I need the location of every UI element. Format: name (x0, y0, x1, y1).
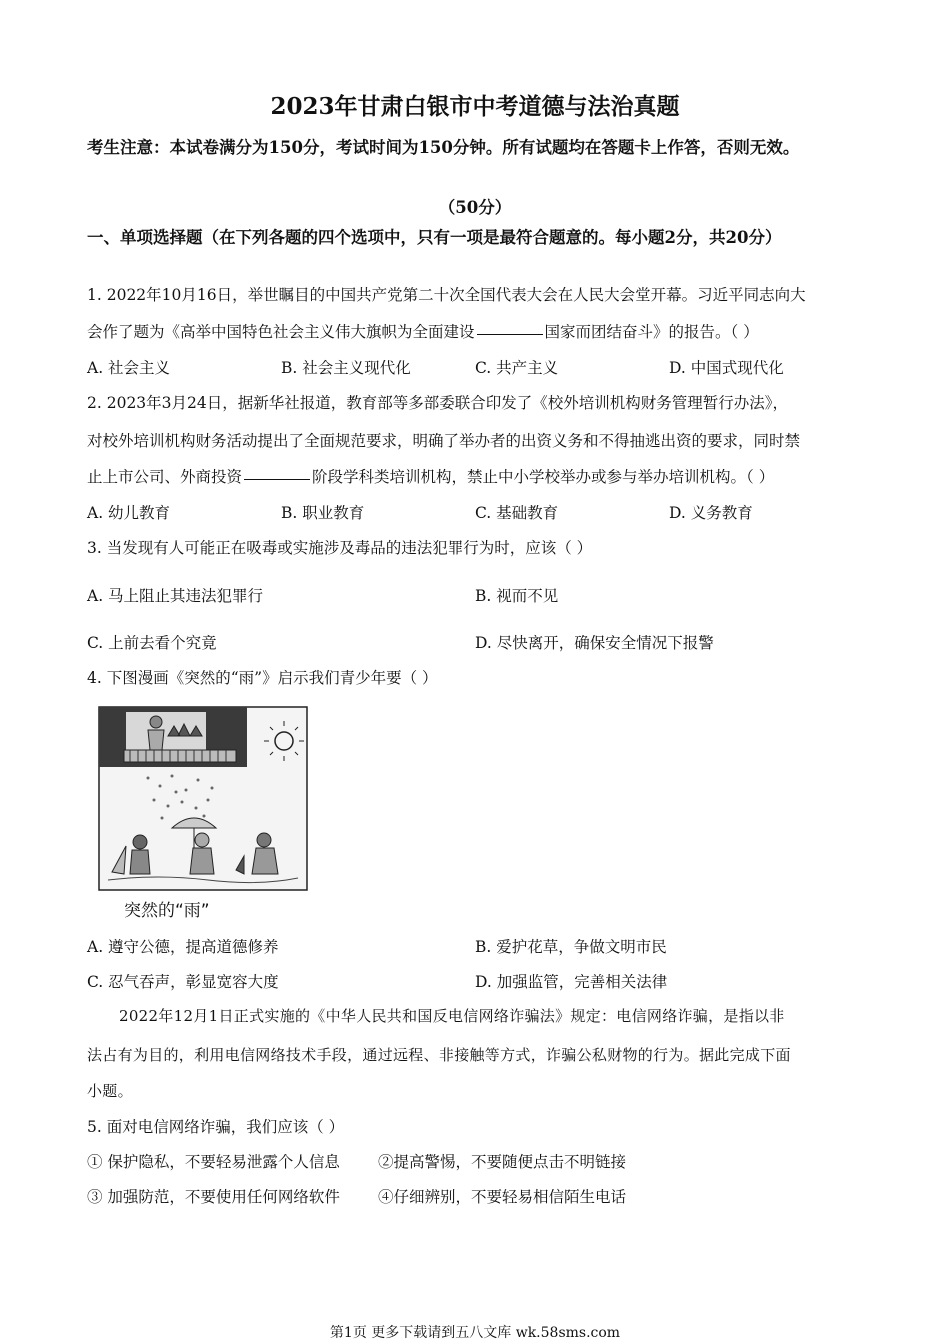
q1-stem-line2: 会作了题为《高举中国特色社会主义伟大旗帜为全面建设 国家而团结奋斗》的报告。（ ） (87, 323, 759, 341)
q4-option-a: A. 遵守公德，提高道德修养 (87, 938, 279, 956)
q2-option-a: A. 幼儿教育 (87, 504, 171, 522)
q5-item-2: ②提高警惕，不要随便点击不明链接 (378, 1153, 627, 1171)
q4-option-c: C. 忍气吞声，彰显宽容大度 (87, 973, 279, 991)
q4-option-d: D. 加强监管，完善相关法律 (475, 973, 668, 991)
q2-stem-line3: 止上市公司、外商投资 阶段学科类培训机构，禁止中小学校举办或参与举办培训机构。（ ） (87, 468, 775, 486)
material-line1: 2022年12月1日正式实施的《中华人民共和国反电信网络诈骗法》规定：电信网络诈骗，是指以非 (119, 1007, 785, 1025)
q5-item-1: ① 保护隐私，不要轻易泄露个人信息 (87, 1153, 340, 1171)
section-heading: 一、单项选择题（在下列各题的四个选项中，只有一项是最符合题意的。每小题2分，共20分） (87, 228, 782, 247)
q1-option-a: A. 社会主义 (87, 359, 171, 377)
q3-option-c: C. 上前去看个究竟 (87, 634, 217, 652)
q1-option-d: D. 中国式现代化 (669, 359, 784, 377)
material-line3: 小题。 (87, 1082, 133, 1100)
material-line2: 法占有为目的，利用电信网络技术手段，通过远程、非接触等方式，诈骗公私财物的行为。据此完成下面 (87, 1046, 791, 1064)
answer-blank (244, 478, 310, 480)
q5-item-3: ③ 加强防范，不要使用任何网络软件 (87, 1188, 340, 1206)
q1-stem-line1: 1. 2022年10月16日，举世瞩目的中国共产党第二十次全国代表大会在人民大会堂开幕。习近平同志向大 (87, 286, 806, 304)
cartoon-caption: 突然的“雨” (124, 901, 210, 921)
q3-option-d: D. 尽快离开，确保安全情况下报警 (475, 634, 714, 652)
page-title: 2023年甘肃白银市中考道德与法治真题 (270, 93, 680, 120)
answer-blank (477, 333, 543, 335)
q3-stem: 3. 当发现有人可能正在吸毒或实施涉及毒品的违法犯罪行为时，应该（ ） (87, 539, 593, 557)
q1-option-c: C. 共产主义 (475, 359, 559, 377)
q4-option-b: B. 爱护花草，争做文明市民 (475, 938, 667, 956)
q3-option-a: A. 马上阻止其违法犯罪行 (87, 587, 264, 605)
q3-option-b: B. 视而不见 (475, 587, 559, 605)
q1-option-b: B. 社会主义现代化 (281, 359, 411, 377)
exam-notice: 考生注意：本试卷满分为150分，考试时间为150分钟。所有试题均在答题卡上作答，否则无效。 (87, 138, 800, 157)
cartoon-image (98, 706, 308, 892)
q2-option-d: D. 义务教育 (669, 504, 753, 522)
q2-stem-line2: 对校外培训机构财务活动提出了全面规范要求，明确了举办者的出资义务和不得抽逃出资的要求，同时禁 (87, 432, 801, 450)
q2-option-b: B. 职业教育 (281, 504, 365, 522)
q4-stem: 4. 下图漫画《突然的“雨”》启示我们青少年要（ ） (87, 669, 438, 687)
q2-stem-line1: 2. 2023年3月24日，据新华社报道，教育部等多部委联合印发了《校外培训机构财务管理暂行办法》， (87, 394, 788, 412)
q2-option-c: C. 基础教育 (475, 504, 559, 522)
q5-stem: 5. 面对电信网络诈骗，我们应该（ ） (87, 1118, 345, 1136)
q5-item-4: ④仔细辨别，不要轻易相信陌生电话 (378, 1188, 627, 1206)
page-footer: 第1页 更多下载请到五八文库 wk.58sms.com (329, 1325, 621, 1341)
section-score: （50分） (438, 198, 512, 217)
